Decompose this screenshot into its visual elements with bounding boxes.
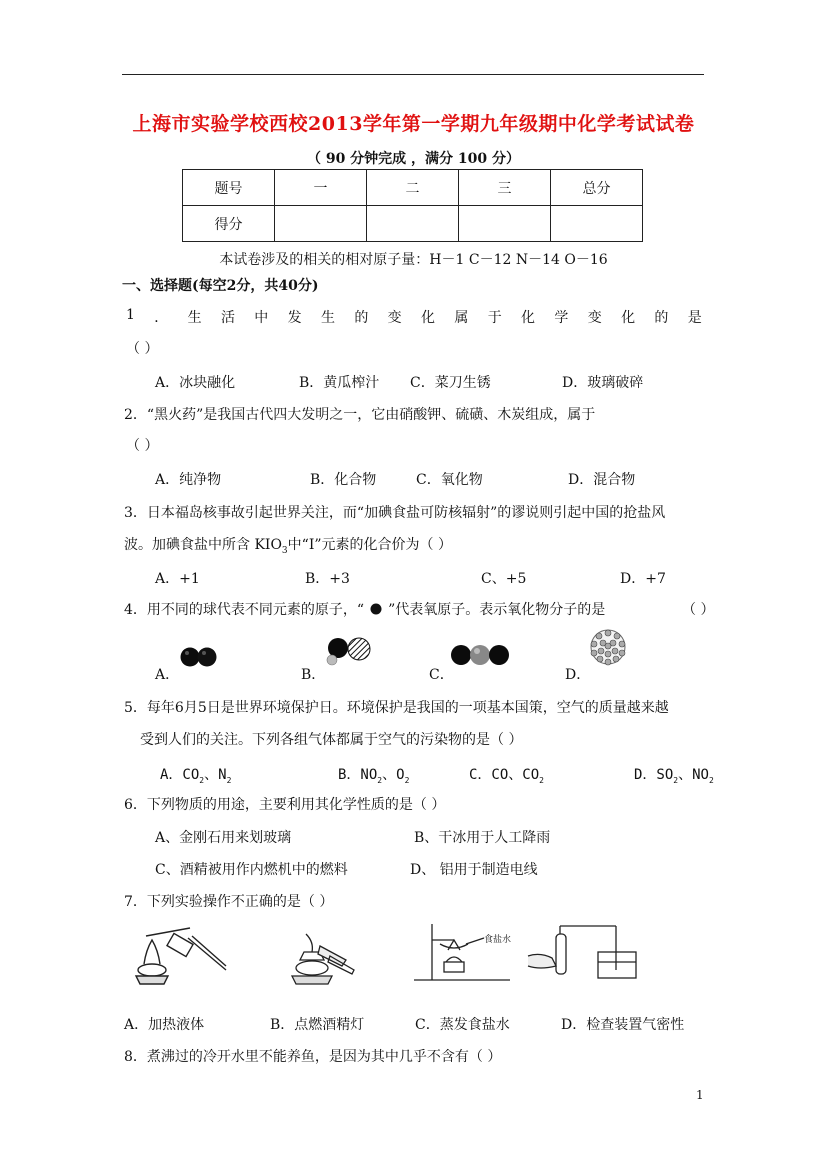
airtightness-check-diagram <box>526 922 646 984</box>
lighting-lamp-diagram <box>284 930 364 986</box>
q3-option-b: B．+3 <box>305 571 350 587</box>
q3-option-c: C、+5 <box>481 571 527 587</box>
q5-option-c <box>469 764 544 785</box>
question-1-stem <box>126 307 702 327</box>
q1-char: 变 <box>387 310 402 326</box>
evaporate-salt-water-diagram <box>410 922 520 986</box>
q4-option-c: C． <box>429 667 454 683</box>
q5-a-text2: 、N <box>204 767 227 783</box>
q1-option-a: A．冰块融化 <box>155 375 236 391</box>
header-rule <box>122 74 704 75</box>
q4-option-d: D． <box>565 667 591 683</box>
question-5-line-1: 5．每年6月5日是世界环境保护日。环境保护是我国的一项基本国策，空气的质量越来越 <box>124 700 669 716</box>
q7-option-a: A．加热液体 <box>124 1017 205 1033</box>
score-header-cell: 一 <box>275 170 367 206</box>
q7-option-c: C．蒸发食盐水 <box>415 1017 510 1033</box>
molecule-b-diagram <box>324 636 374 668</box>
q1-char: 化 <box>521 310 536 326</box>
molecule-c-diagram <box>450 642 512 668</box>
score-header-cell: 题号 <box>183 170 275 206</box>
score-header-cell: 总分 <box>551 170 643 206</box>
oxygen-atom-icon <box>370 603 382 615</box>
question-4-stem <box>124 599 605 619</box>
q5-d-sub2: 2 <box>708 775 714 785</box>
q1-char: ． <box>154 310 169 326</box>
q5-c-sub: 2 <box>539 775 544 785</box>
exam-subtitle: （ 90 分钟完成 ，满分 100 分） <box>306 151 521 167</box>
q6-option-a: A、金刚石用来划玻璃 <box>155 830 292 846</box>
q4-option-b: B． <box>301 667 326 683</box>
score-cell <box>367 206 459 242</box>
q1-char: 变 <box>587 310 602 326</box>
q1-char: 是 <box>687 310 702 326</box>
q1-char: 生 <box>187 310 202 326</box>
q5-b-sub: 2 <box>377 775 383 785</box>
molecule-d-fullerene-diagram <box>588 628 628 666</box>
q1-char: 发 <box>287 310 302 326</box>
q7-option-b: B．点燃酒精灯 <box>270 1017 365 1033</box>
question-8-stem: 8．煮沸过的冷开水里不能养鱼，是因为其中几乎不含有（ ） <box>124 1049 502 1065</box>
q1-char: 化 <box>621 310 636 326</box>
q1-char: 学 <box>554 310 569 326</box>
q4-text-a: 4．用不同的球代表不同元素的原子，“ <box>124 602 365 618</box>
exam-title: 上海市实验学校西校2013学年第一学期九年级期中化学考试试卷 <box>132 113 695 135</box>
q1-char: 1 <box>126 307 135 323</box>
q4-answer-paren: （ ） <box>682 602 715 618</box>
q1-option-b: B．黄瓜榨汁 <box>299 375 380 391</box>
score-table-score-row <box>183 206 643 242</box>
question-7-stem: 7．下列实验操作不正确的是（ ） <box>124 894 334 910</box>
q3-subscript: 3 <box>281 545 288 556</box>
score-table <box>182 169 643 242</box>
salt-water-label: 食盐水 <box>484 935 512 945</box>
q5-option-a <box>160 764 231 785</box>
q5-b-sub2: 2 <box>404 775 410 785</box>
q5-a-sub2: 2 <box>226 775 232 785</box>
q4-option-a: A． <box>155 667 180 683</box>
question-6-stem: 6．下列物质的用途，主要利用其化学性质的是（ ） <box>124 797 446 813</box>
q5-d-text2: 、NO <box>678 767 709 783</box>
q2-option-b: B．化合物 <box>310 472 377 488</box>
q1-char: 活 <box>220 310 235 326</box>
score-header-cell: 二 <box>367 170 459 206</box>
q6-option-b: B、干冰用于人工降雨 <box>414 830 551 846</box>
score-cell <box>459 206 551 242</box>
q3-text-a: 波。加碘食盐中所含 KIO <box>124 537 282 553</box>
question-3-line-1: 3．日本福岛核事故引起世界关注，而“加碘食盐可防核辐射”的谬说则引起中国的抢盐风 <box>124 505 666 521</box>
q5-a-text: A．CO <box>160 767 200 783</box>
q2-option-a: A．纯净物 <box>155 472 222 488</box>
q5-a-sub: 2 <box>199 775 205 785</box>
q6-option-d: D、 铝用于制造电线 <box>410 862 538 878</box>
q1-char: 的 <box>354 310 369 326</box>
question-2-stem: 2．“黑火药”是我国古代四大发明之一，它由硝酸钾、硫磺、木炭组成，属于 <box>124 407 596 423</box>
q5-option-d <box>634 764 714 785</box>
score-cell <box>551 206 643 242</box>
q1-char: 属 <box>454 310 469 326</box>
question-3-line-2 <box>124 534 452 556</box>
q1-char: 化 <box>421 310 436 326</box>
q3-text-b: 中“I”元素的化合价为（ ） <box>287 537 452 553</box>
score-row-label: 得分 <box>183 206 275 242</box>
q1-option-d: D．玻璃破碎 <box>562 375 644 391</box>
q1-answer-paren: （ ） <box>126 341 159 357</box>
molecule-a-diagram <box>180 644 220 670</box>
q1-option-c: C．菜刀生锈 <box>410 375 491 391</box>
q3-option-d: D．+7 <box>620 571 666 587</box>
heating-liquid-diagram <box>128 924 228 986</box>
q1-char: 生 <box>320 310 335 326</box>
q4-text-b: ”代表氧原子。表示氧化物分子的是 <box>388 602 606 618</box>
q5-b-text: B．NO <box>338 767 378 783</box>
q2-option-c: C．氧化物 <box>416 472 483 488</box>
score-table-header-row <box>183 170 643 206</box>
q1-char: 中 <box>254 310 269 326</box>
score-cell <box>275 206 367 242</box>
question-5-line-2: 受到人们的关注。下列各组气体都属于空气的污染物的是（ ） <box>140 732 523 748</box>
q1-char: 于 <box>487 310 502 326</box>
q2-option-d: D．混合物 <box>568 472 636 488</box>
q7-option-d: D．检查装置气密性 <box>561 1017 685 1033</box>
oxygen-atom-legend <box>364 602 388 618</box>
q6-option-c: C、酒精被用作内燃机中的燃料 <box>155 862 348 878</box>
q1-char: 的 <box>654 310 669 326</box>
atomic-mass-note: 本试卷涉及的相关的相对原子量：H－1 C－12 N－14 O－16 <box>219 252 608 268</box>
section-heading: 一、选择题(每空2分，共40分) <box>122 278 319 294</box>
page-number: 1 <box>696 1088 704 1102</box>
q5-d-text: D．SO <box>634 767 674 783</box>
q2-answer-paren: （ ） <box>126 438 159 454</box>
score-header-cell: 三 <box>459 170 551 206</box>
q5-d-sub: 2 <box>673 775 679 785</box>
q5-b-text2: 、O <box>382 767 405 783</box>
q5-c-text: C．CO、CO <box>469 767 540 783</box>
q3-option-a: A．+1 <box>155 571 200 587</box>
q5-option-b <box>338 764 409 785</box>
